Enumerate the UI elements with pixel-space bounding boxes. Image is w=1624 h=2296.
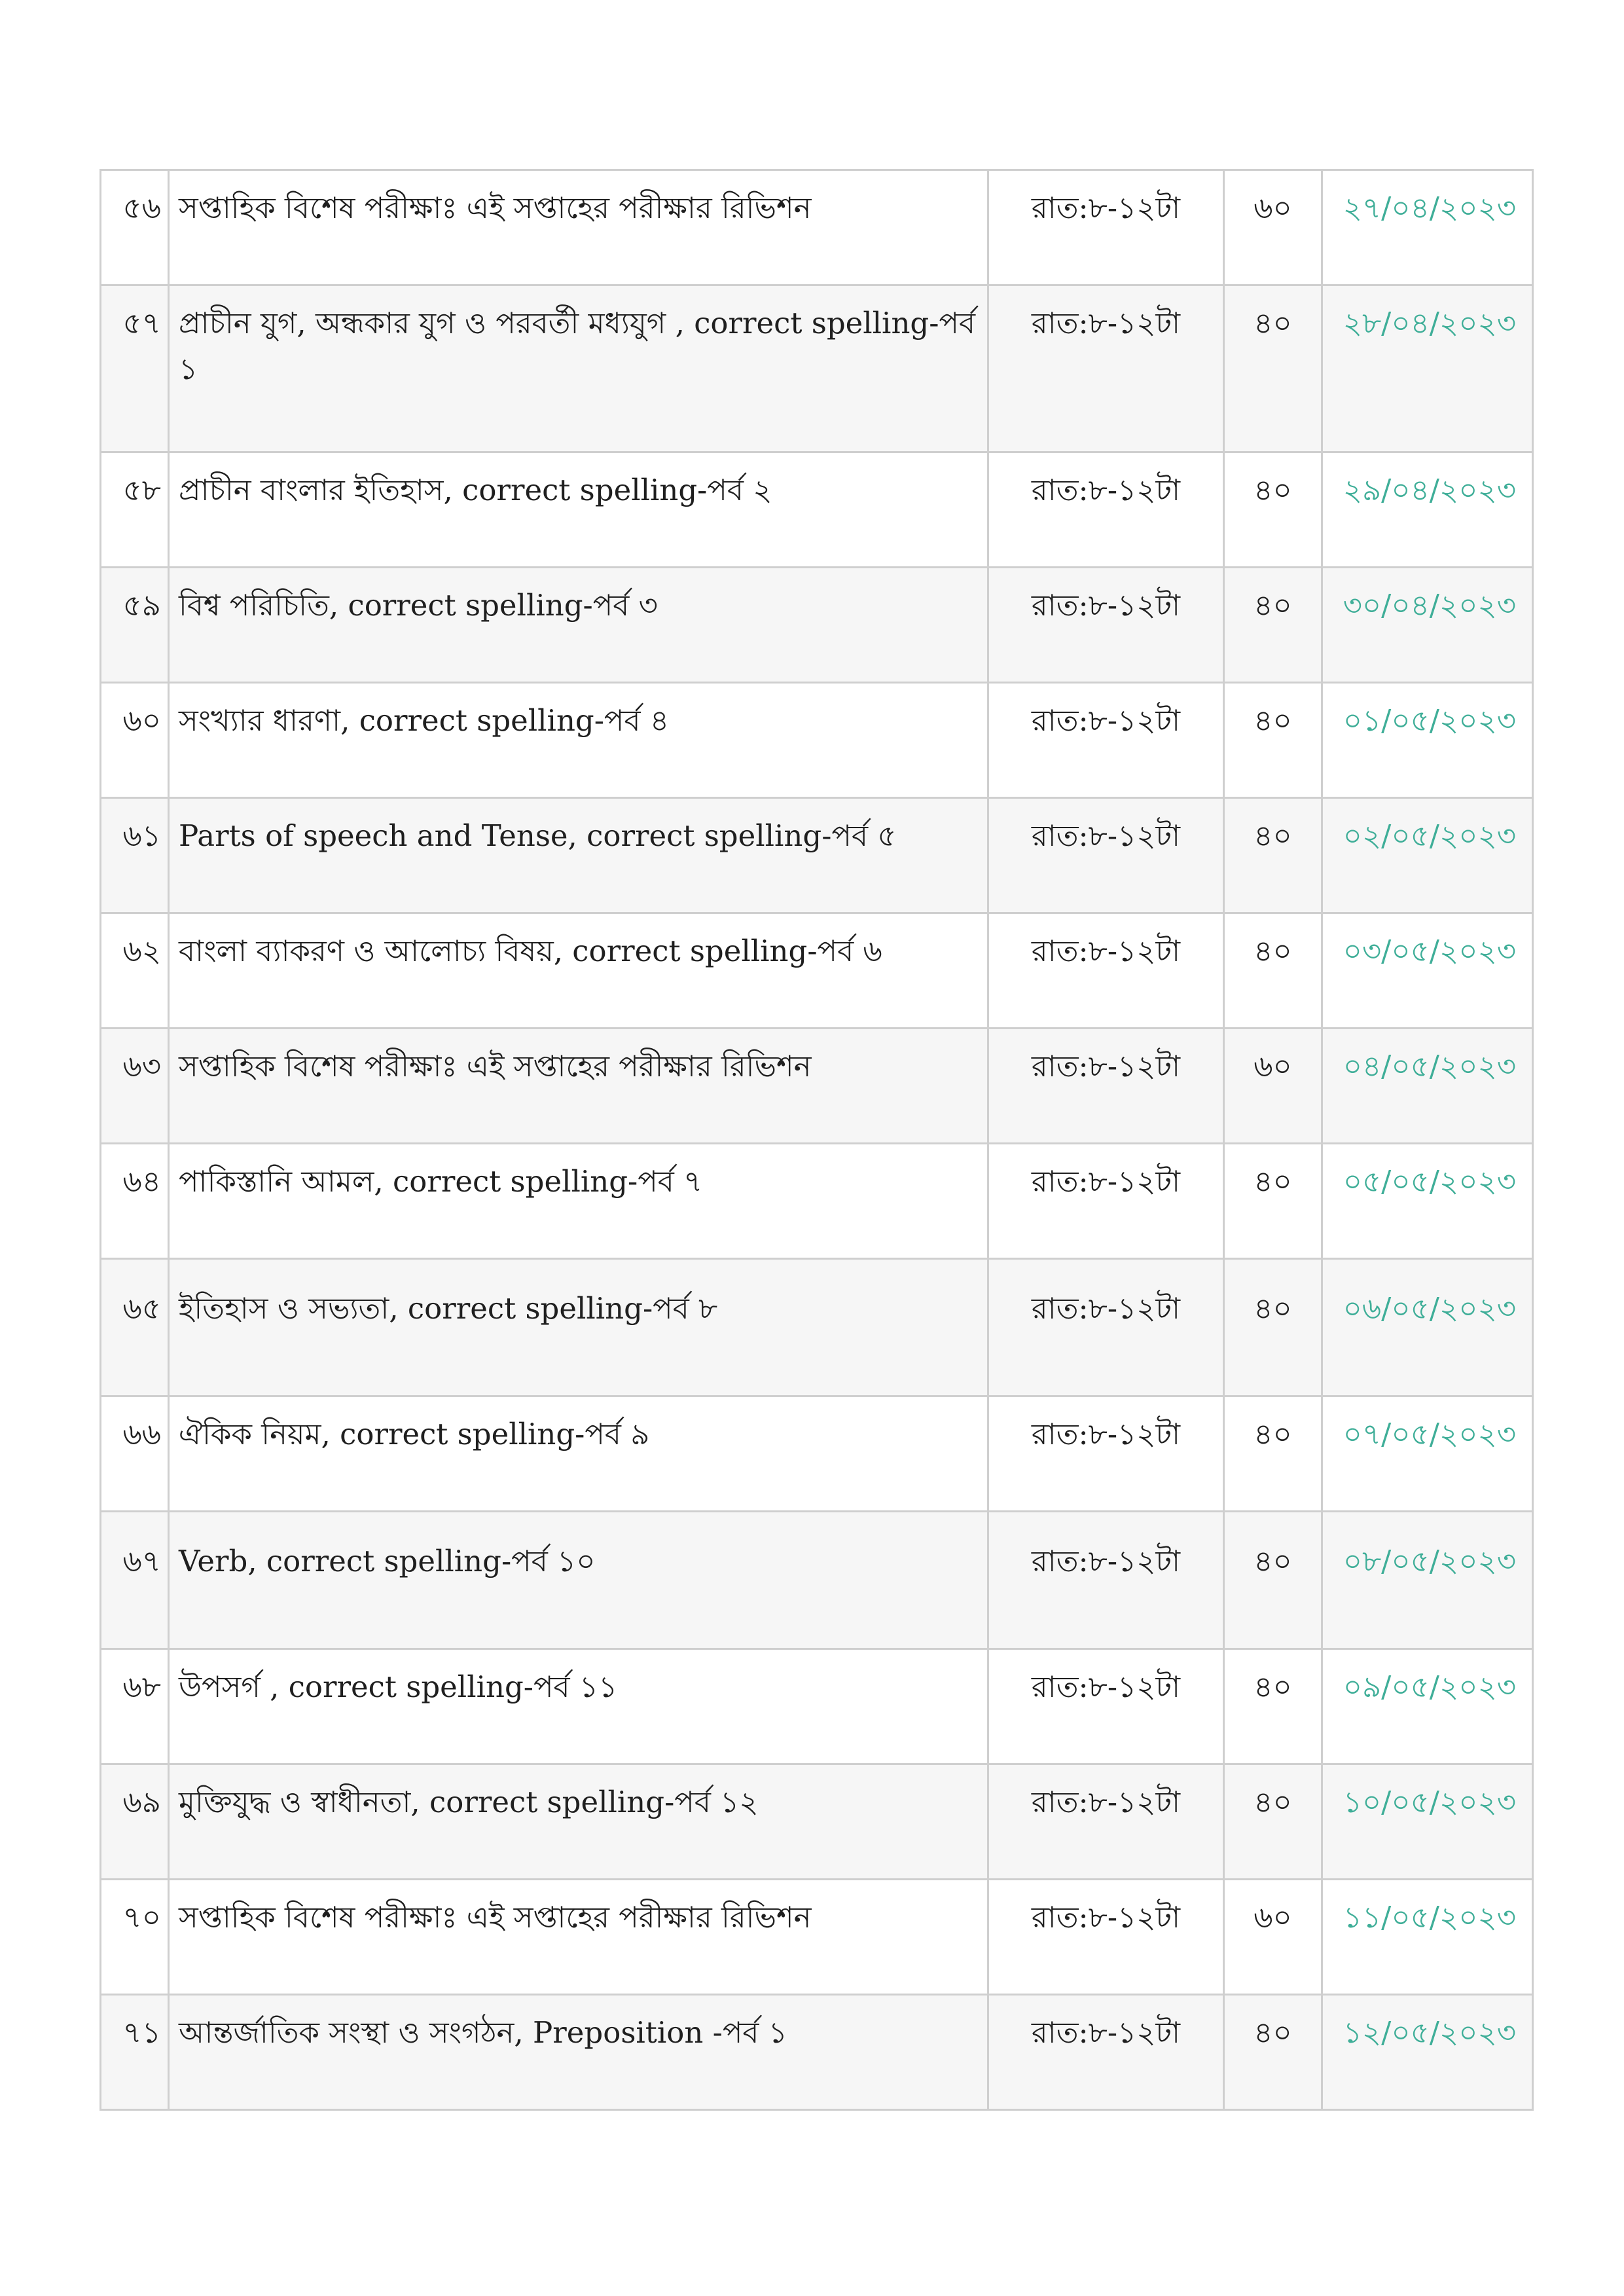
serial-number: ৫৯ [101,568,169,683]
exam-topic: ইতিহাস ও সভ্যতা, correct spelling-পর্ব ৮ [169,1259,988,1396]
table-row [101,452,1533,568]
exam-date: ০৭/০৫/২০২৩ [1322,1396,1533,1512]
exam-time: রাত:৮-১২টা [988,1880,1224,1995]
exam-date: ০৬/০৫/২০২৩ [1322,1259,1533,1396]
table-row [101,798,1533,913]
exam-time: রাত:৮-১২টা [988,913,1224,1029]
serial-number: ৫৮ [101,452,169,568]
exam-topic: সপ্তাহিক বিশেষ পরীক্ষাঃ এই সপ্তাহের পরীক্ষার রিভিশন [169,170,988,285]
exam-time: রাত:৮-১২টা [988,452,1224,568]
exam-time: রাত:৮-১২টা [988,568,1224,683]
exam-topic: মুক্তিযুদ্ধ ও স্বাধীনতা, correct spelling-পর্ব ১২ [169,1764,988,1880]
exam-time: রাত:৮-১২টা [988,1995,1224,2110]
exam-topic: প্রাচীন বাংলার ইতিহাস, correct spelling-পর্ব ২ [169,452,988,568]
serial-number: ৭০ [101,1880,169,1995]
exam-marks: ৪০ [1224,568,1322,683]
exam-date: ০৫/০৫/২০২৩ [1322,1144,1533,1259]
serial-number: ৬২ [101,913,169,1029]
exam-marks: ৪০ [1224,683,1322,798]
exam-marks: ৪০ [1224,1995,1322,2110]
serial-number: ৬৭ [101,1512,169,1649]
exam-marks: ৬০ [1224,170,1322,285]
exam-time: রাত:৮-১২টা [988,798,1224,913]
exam-date: ৩০/০৪/২০২৩ [1322,568,1533,683]
exam-marks: ৪০ [1224,1512,1322,1649]
exam-time: রাত:৮-১২টা [988,683,1224,798]
exam-marks: ৪০ [1224,452,1322,568]
exam-topic: বাংলা ব্যাকরণ ও আলোচ্য বিষয়, correct spelling-পর্ব ৬ [169,913,988,1029]
serial-number: ৫৭ [101,285,169,452]
exam-marks: ৪০ [1224,1144,1322,1259]
serial-number: ৬৫ [101,1259,169,1396]
serial-number: ৬৮ [101,1649,169,1764]
exam-time: রাত:৮-১২টা [988,1649,1224,1764]
serial-number: ৬৬ [101,1396,169,1512]
table-row [101,1144,1533,1259]
exam-time: রাত:৮-১২টা [988,1764,1224,1880]
exam-time: রাত:৮-১২টা [988,1029,1224,1144]
exam-date: ১০/০৫/২০২৩ [1322,1764,1533,1880]
exam-topic: ঐকিক নিয়ম, correct spelling-পর্ব ৯ [169,1396,988,1512]
exam-time: রাত:৮-১২টা [988,170,1224,285]
exam-topic: সপ্তাহিক বিশেষ পরীক্ষাঃ এই সপ্তাহের পরীক্ষার রিভিশন [169,1029,988,1144]
exam-date: ০৯/০৫/২০২৩ [1322,1649,1533,1764]
exam-date: ১২/০৫/২০২৩ [1322,1995,1533,2110]
table-row [101,1995,1533,2110]
serial-number: ৬০ [101,683,169,798]
exam-marks: ৪০ [1224,1764,1322,1880]
exam-time: রাত:৮-১২টা [988,285,1224,452]
table-row [101,1764,1533,1880]
serial-number: ৭১ [101,1995,169,2110]
exam-date: ২৯/০৪/২০২৩ [1322,452,1533,568]
exam-date: ০৮/০৫/২০২৩ [1322,1512,1533,1649]
table-row [101,1880,1533,1995]
exam-topic: আন্তর্জাতিক সংস্থা ও সংগঠন, Preposition -পর্ব ১ [169,1995,988,2110]
exam-date: ২৮/০৪/২০২৩ [1322,285,1533,452]
table-row [101,170,1533,285]
exam-marks: ৪০ [1224,913,1322,1029]
serial-number: ৬৩ [101,1029,169,1144]
exam-topic: সংখ্যার ধারণা, correct spelling-পর্ব ৪ [169,683,988,798]
table-row [101,568,1533,683]
serial-number: ৬১ [101,798,169,913]
serial-number: ৬৪ [101,1144,169,1259]
table-row [101,285,1533,452]
exam-topic: সপ্তাহিক বিশেষ পরীক্ষাঃ এই সপ্তাহের পরীক্ষার রিভিশন [169,1880,988,1995]
exam-marks: ৪০ [1224,798,1322,913]
table-row [101,1512,1533,1649]
exam-date: ০৪/০৫/২০২৩ [1322,1029,1533,1144]
table-row [101,913,1533,1029]
exam-schedule-page [99,169,1532,2111]
table-row [101,1396,1533,1512]
exam-time: রাত:৮-১২টা [988,1396,1224,1512]
exam-marks: ৪০ [1224,1649,1322,1764]
exam-date: ০৩/০৫/২০২৩ [1322,913,1533,1029]
exam-time: রাত:৮-১২টা [988,1259,1224,1396]
exam-schedule-table [99,169,1534,2111]
serial-number: ৬৯ [101,1764,169,1880]
table-row [101,1259,1533,1396]
table-row [101,1029,1533,1144]
table-row [101,683,1533,798]
exam-date: ১১/০৫/২০২৩ [1322,1880,1533,1995]
exam-marks: ৪০ [1224,285,1322,452]
exam-topic: পাকিস্তানি আমল, correct spelling-পর্ব ৭ [169,1144,988,1259]
exam-topic: উপসর্গ , correct spelling-পর্ব ১১ [169,1649,988,1764]
exam-marks: ৪০ [1224,1396,1322,1512]
exam-topic: প্রাচীন যুগ, অন্ধকার যুগ ও পরবর্তী মধ্যযুগ , correct spelling-পর্ব ১ [169,285,988,452]
exam-topic: Parts of speech and Tense, correct spelling-পর্ব ৫ [169,798,988,913]
exam-time: রাত:৮-১২টা [988,1512,1224,1649]
table-row [101,1649,1533,1764]
exam-marks: ৬০ [1224,1880,1322,1995]
serial-number: ৫৬ [101,170,169,285]
exam-topic: বিশ্ব পরিচিতি, correct spelling-পর্ব ৩ [169,568,988,683]
exam-date: ২৭/০৪/২০২৩ [1322,170,1533,285]
exam-date: ০১/০৫/২০২৩ [1322,683,1533,798]
exam-marks: ৬০ [1224,1029,1322,1144]
exam-time: রাত:৮-১২টা [988,1144,1224,1259]
exam-date: ০২/০৫/২০২৩ [1322,798,1533,913]
exam-topic: Verb, correct spelling-পর্ব ১০ [169,1512,988,1649]
exam-marks: ৪০ [1224,1259,1322,1396]
